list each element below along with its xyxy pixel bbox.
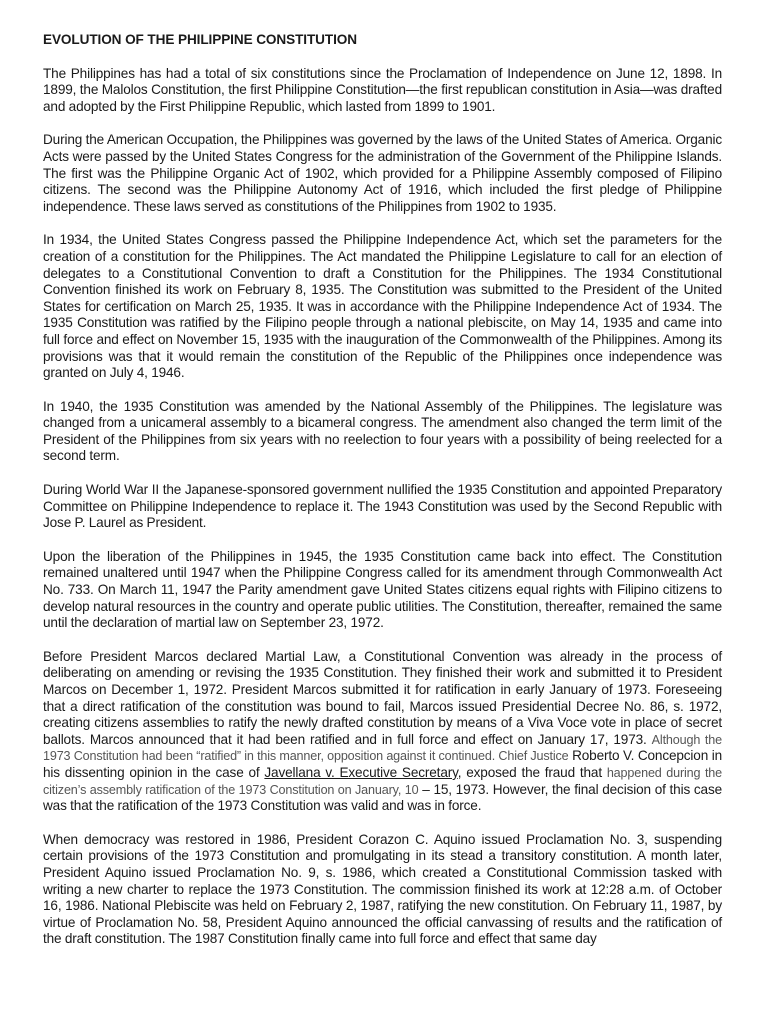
martial-law-text: Before President Marcos declared Martial Law, a Constitutional Convention was already in the process of deliberating on amending or revising the 1935 Constitution. They finished their work and submitted it to President Marcos on December 1, 1972. President Marcos submitted it for ratification in early January of 1973. Foreseeing that a direct ratification of the constitution was bound to fail, Marcos issued Presidential Decree No. 86, s. 1972, creating citizens assemblies to ratify the newly drafted constitution by means of a Viva Voce vote in place of secret ballots. Marcos announced that it had been ratified and in full force and effect on January 17, 1973. bbox=[43, 648, 722, 747]
paragraph-1935-constitution: In 1934, the United States Congress passed the Philippine Independence Act, which set the parameters for the creation of a constitution for the Philippines. The Act mandated the Philippine Legislature to call for an election of delegates to a Constitutional Convention to draft a Constitution for the Philippines. The 1934 Constitutional Convention finished its work on February 8, 1935. The Constitution was submitted to the President of the United States for certification on March 25, 1935. It was in accordance with the Philippine Independence Act of 1934. The 1935 Constitution was ratified by the Filipino people through a national plebiscite, on May 14, 1935 and came into full force and effect on November 15, 1935 with the inauguration of the Commonwealth of the Philippines. Among its provisions was that it would remain the constitution of the Republic of the Philippines once independence was granted on July 4, 1946. bbox=[43, 232, 722, 381]
paragraph-world-war-ii: During World War II the Japanese-sponsored government nullified the 1935 Constitution and appointed Preparatory Committee on Philippine Independence to replace it. The 1943 Constitution was used by the Second Republic with Jose P. Laurel as President. bbox=[43, 482, 722, 531]
final-decision-text: – 15, 1973. However, the final decision of this case was that the ratification of the 1973 Constitution was valid and was in force. bbox=[43, 781, 722, 814]
javellana-case-link[interactable]: Javellana v. Executive Secretary bbox=[264, 764, 458, 780]
exposed-fraud-text: , exposed the fraud that bbox=[457, 764, 602, 780]
assembly-ratification-text: happened during the citizen’s assembly ratification of the 1973 Constitution on January, 10 bbox=[43, 765, 723, 797]
document-page bbox=[43, 32, 722, 965]
paragraph-malolos: The Philippines has had a total of six constitutions since the Proclamation of Independence on June 12, 1898. In 1899, the Malolos Constitution, the first Philippine Constitution—the first republican constitution in Asia—was drafted and adopted by the First Philippine Republic, which lasted from 1899 to 1901. bbox=[43, 65, 722, 114]
paragraph-martial-law bbox=[43, 649, 722, 815]
paragraph-american-occupation: During the American Occupation, the Philippines was governed by the laws of the United States of America. Organic Acts were passed by the United States Congress for the administration of the Government of the Philippine Islands. The first was the Philippine Organic Act of 1902, which provided for a Philippine Assembly composed of Filipino citizens. The second was the Philippine Autonomy Act of 1916, which included the first pledge of Philippine independence. These laws served as constitutions of the Philippines from 1902 to 1935. bbox=[43, 132, 722, 214]
paragraph-1940-amendment: In 1940, the 1935 Constitution was amended by the National Assembly of the Philippines. The legislature was changed from a unicameral assembly to a bicameral congress. The amendment also changed the term limit of the President of the Philippines from six years with no reelection to four years with a possibility of being reelected for a second term. bbox=[43, 398, 722, 464]
paragraph-1986-restoration: When democracy was restored in 1986, President Corazon C. Aquino issued Proclamation No. 3, suspending certain provisions of the 1973 Constitution and promulgating in its stead a transitory constitution. A month later, President Aquino issued Proclamation No. 9, s. 1986, which created a Constitutional Commission tasked with writing a new charter to replace the 1973 Constitution. The commission finished its work at 12:28 a.m. of October 16, 1986. National Plebiscite was held on February 2, 1987, ratifying the new constitution. On February 11, 1987, by virtue of Proclamation No. 58, President Aquino announced the official canvassing of results and the ratification of the draft constitution. The 1987 Constitution finally came into full force and effect that same day bbox=[43, 831, 722, 947]
opposition-text: Although the 1973 Constitution had been “ratified” in this manner, opposition against it continued. Chief Justice bbox=[43, 732, 722, 764]
concepcion-text: Roberto V. Concepcion in his dissenting opinion in the case of bbox=[43, 748, 722, 780]
paragraph-liberation: Upon the liberation of the Philippines in 1945, the 1935 Constitution came back into effect. The Constitution remained unaltered until 1947 when the Philippine Congress called for its amendment through Commonwealth Act No. 733. On March 11, 1947 the Parity amendment gave United States citizens equal rights with Filipino citizens to develop natural resources in the country and operate public utilities. The Constitution, thereafter, remained the same until the declaration of martial law on September 23, 1972. bbox=[43, 548, 722, 631]
document-title: EVOLUTION OF THE PHILIPPINE CONSTITUTION bbox=[43, 32, 357, 47]
